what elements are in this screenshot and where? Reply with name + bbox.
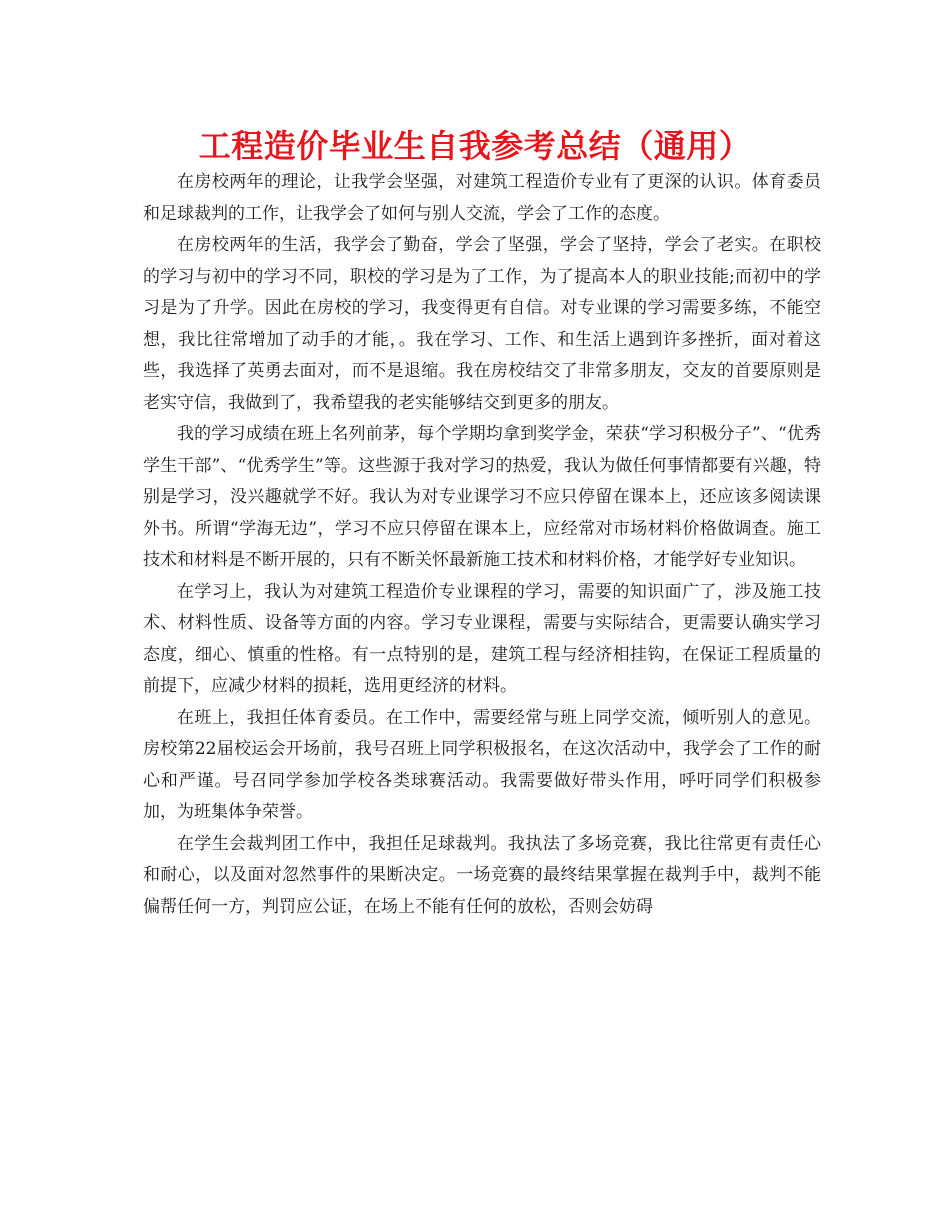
paragraph-3: 我的学习成绩在班上名列前茅，每个学期均拿到奖学金，荣获“学习积极分子”、“优秀学生干部”、“优秀学生”等。这些源于我对学习的热爱，我认为做任何事情都要有兴趣，特别是学习，没兴趣就学不好。我认为对专业课学习不应只停留在课本上，还应该多阅读课外书。所谓“学海无边”，学习不应只停留在课本上，应经常对市场材料价格做调查。施工技术和材料是不断开展的，只有不断关怀最新施工技术和材料价格，才能学好专业知识。 bbox=[143, 424, 821, 570]
document-title: 工程造价毕业生自我参考总结（通用） bbox=[198, 127, 752, 165]
paragraph-4: 在学习上，我认为对建筑工程造价专业课程的学习，需要的知识面广了，涉及施工技术、材料性质、设备等方面的内容。学习专业课程，需要与实际结合，更需要认确实学习态度，细心、慎重的性格。有一点特别的是，建筑工程与经济相挂钩，在保证工程质量的前提下，应减少材料的损耗，选用更经济的材料。 bbox=[143, 581, 821, 696]
paragraph-1: 在房校两年的理论，让我学会坚强，对建筑工程造价专业有了更深的认识。体育委员和足球裁判的工作，让我学会了如何与别人交流，学会了工作的态度。 bbox=[143, 172, 821, 224]
paragraph-6: 在学生会裁判团工作中，我担任足球裁判。我执法了多场竞赛，我比往常更有责任心和耐心，以及面对忽然事件的果断决定。一场竞赛的最终结果掌握在裁判手中，裁判不能偏帮任何一方，判罚应公证，在场上不能有任何的放松，否则会妨碍 bbox=[143, 833, 821, 917]
document-body bbox=[143, 167, 821, 923]
paragraph-2: 在房校两年的生活，我学会了勤奋，学会了坚强，学会了坚持，学会了老实。在职校的学习与初中的学习不同，职校的学习是为了工作，为了提高本人的职业技能;而初中的学习是为了升学。因此在房校的学习，我变得更有自信。对专业课的学习需要多练，不能空想，我比往常增加了动手的才能，。我在学习、工作、和生活上遇到许多挫折，面对着这些，我选择了英勇去面对，而不是退缩。我在房校结交了非常多朋友，交友的首要原则是老实守信，我做到了，我希望我的老实能够结交到更多的朋友。 bbox=[143, 235, 821, 413]
paragraph-5: 在班上，我担任体育委员。在工作中，需要经常与班上同学交流，倾听别人的意见。房校第22届校运会开场前，我号召班上同学积极报名，在这次活动中，我学会了工作的耐心和严谨。号召同学参加学校各类球赛活动。我需要做好带头作用，呼吁同学们积极参加，为班集体争荣誉。 bbox=[143, 707, 821, 822]
